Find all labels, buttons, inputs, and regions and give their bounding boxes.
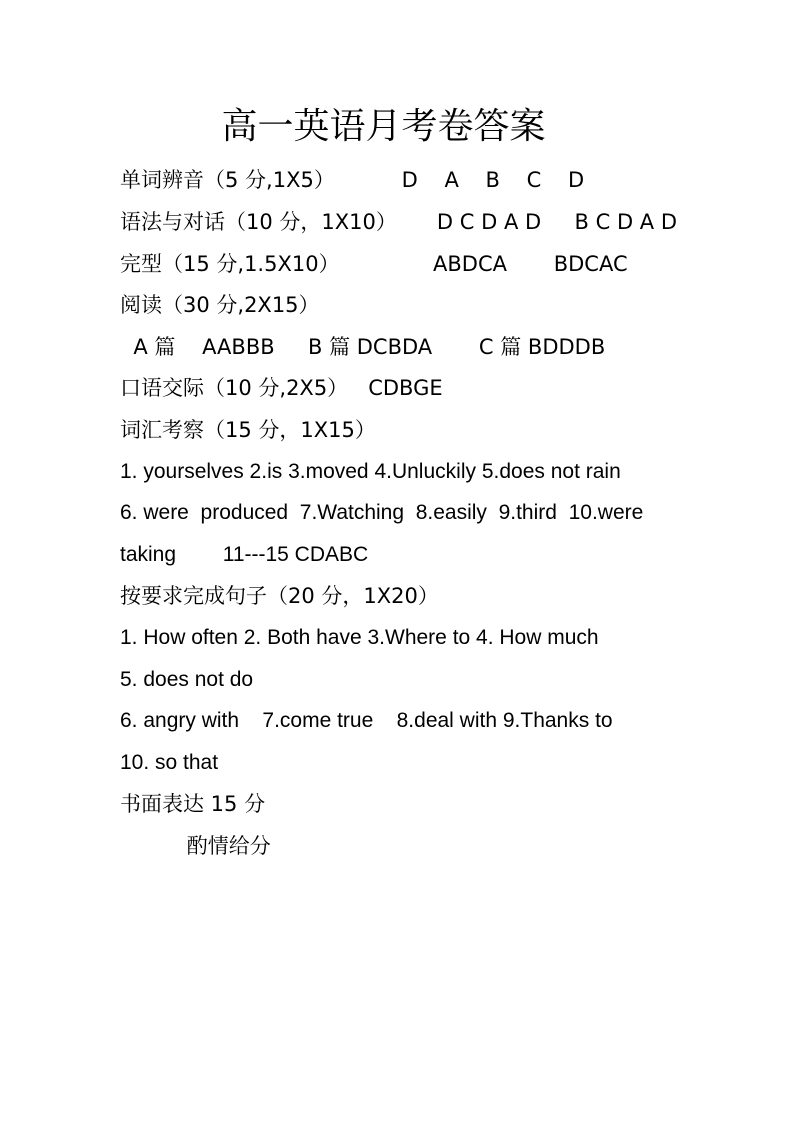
section-writing: 书面表达 15 分 bbox=[120, 792, 266, 816]
vocabulary-answers-line-1: 1. yourselves 2.is 3.moved 4.Unluckily 5.does not rain bbox=[120, 460, 621, 483]
section-reading: 阅读（30 分,2X15） bbox=[120, 293, 320, 317]
section-word-pronunciation: 单词辨音（5 分,1X5） D A B C D bbox=[120, 168, 585, 192]
sentence-answers-line-3: 6. angry with 7.come true 8.deal with 9.Thanks to bbox=[120, 709, 613, 732]
section-sentence-completion: 按要求完成句子（20 分，1X20） bbox=[120, 584, 439, 608]
document-title: 高一英语月考卷答案 bbox=[221, 106, 546, 147]
sentence-answers-line-1: 1. How often 2. Both have 3.Where to 4. How much bbox=[120, 626, 599, 649]
vocabulary-answers-line-2: 6. were produced 7.Watching 8.easily 9.third 10.were bbox=[120, 501, 644, 524]
section-cloze: 完型（15 分,1.5X10） ABDCA BDCAC bbox=[120, 252, 628, 276]
sentence-answers-line-4: 10. so that bbox=[120, 751, 219, 774]
reading-answers: A 篇 AABBB B 篇 DCBDA C 篇 BDDDB bbox=[120, 335, 606, 359]
section-vocabulary: 词汇考察（15 分，1X15） bbox=[120, 418, 376, 442]
section-oral-communication: 口语交际（10 分,2X5） CDBGE bbox=[120, 376, 443, 400]
writing-note: 酌情给分 bbox=[120, 834, 271, 858]
section-grammar-dialogue: 语法与对话（10 分，1X10） D C D A D B C D A D bbox=[120, 210, 678, 234]
vocabulary-answers-line-3: taking 11---15 CDABC bbox=[120, 543, 369, 566]
sentence-answers-line-2: 5. does not do bbox=[120, 668, 254, 691]
